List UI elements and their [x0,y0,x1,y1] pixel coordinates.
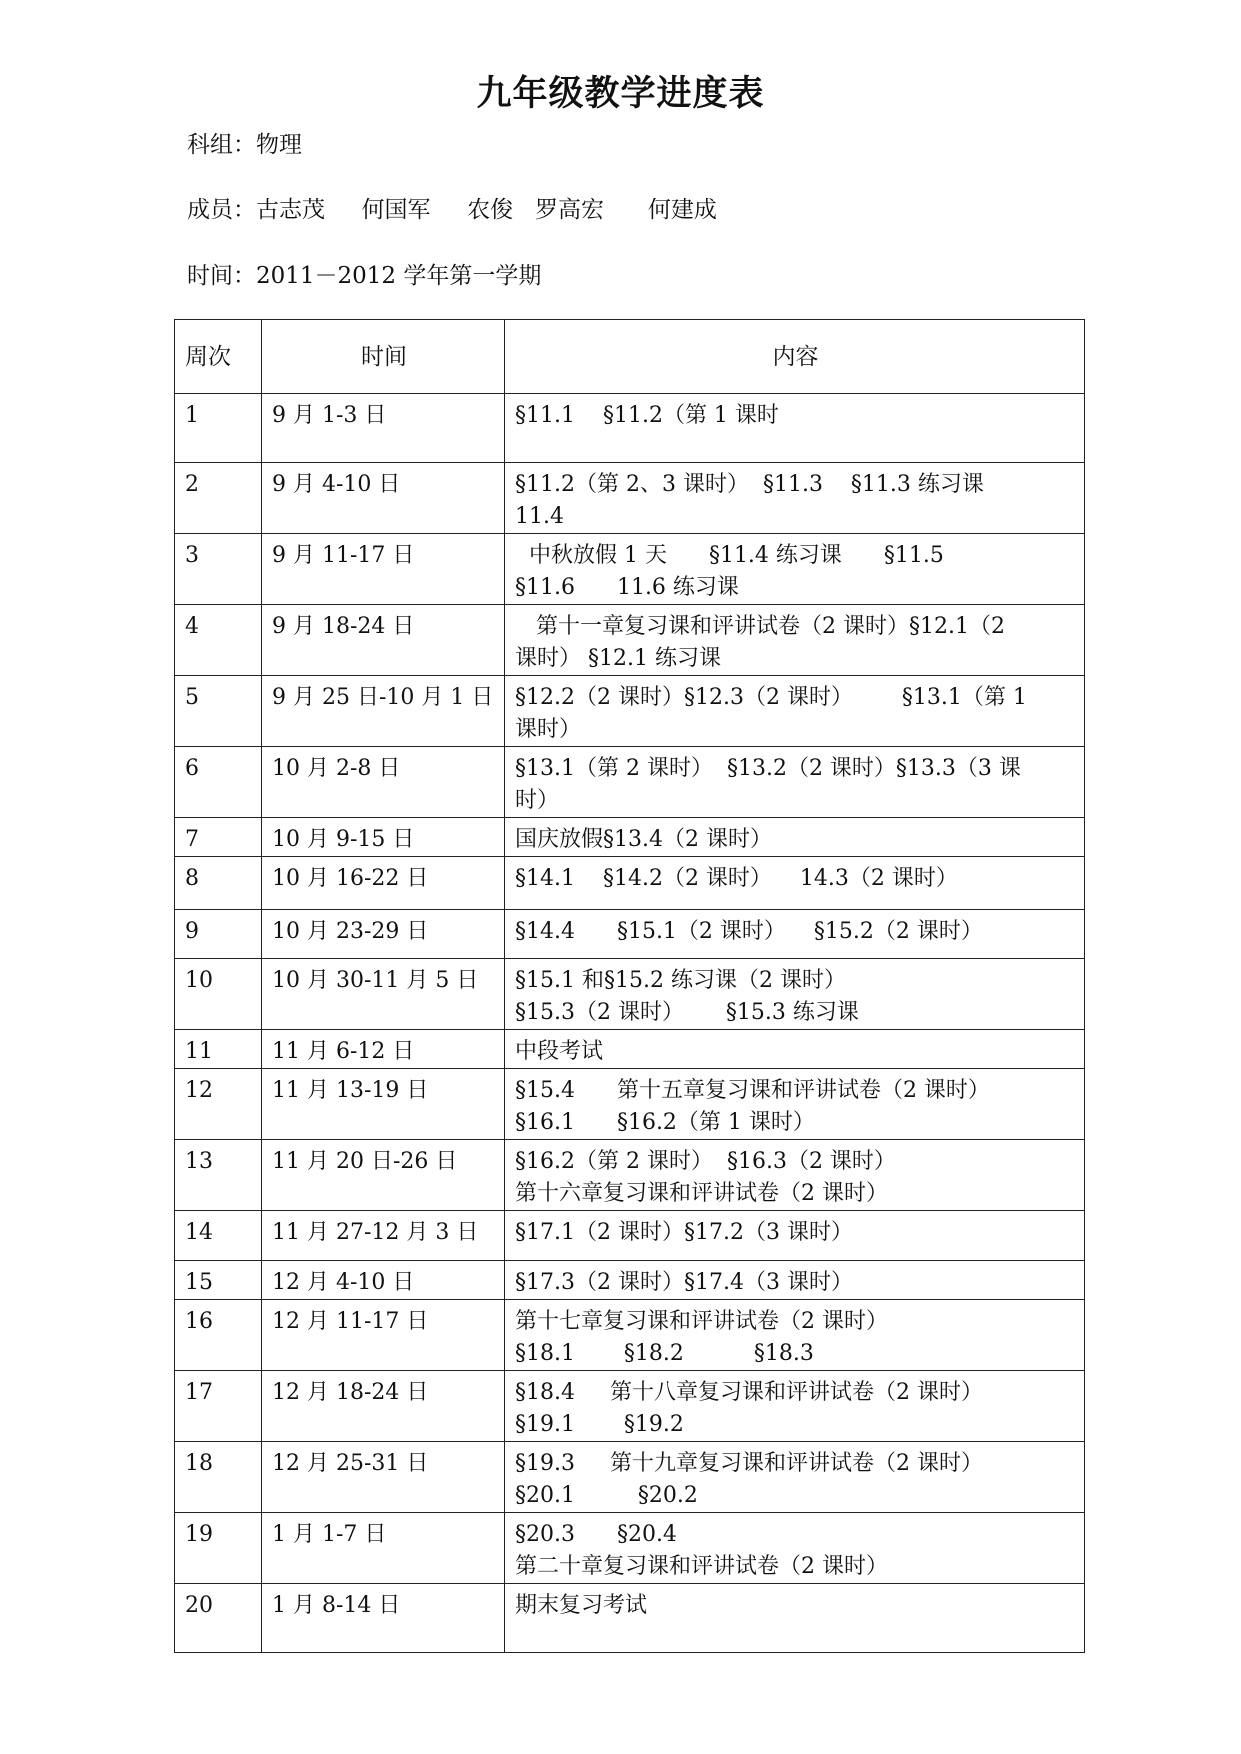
table-row [175,1030,1085,1069]
content-cell: §12.2（2 课时）§12.3（2 课时） §13.1（第 1 课时） [505,676,1085,747]
date-cell: 10 月 2-8 日 [262,747,505,818]
subject-line: 科组：物理 [187,132,302,158]
table-row [175,1069,1085,1140]
content-cell: §14.4 §15.1（2 课时） §15.2（2 课时） [505,910,1085,959]
week-cell: 16 [175,1300,262,1371]
schedule-body [175,394,1085,1653]
date-cell: 11 月 6-12 日 [262,1030,505,1069]
table-row [175,747,1085,818]
table-row [175,1513,1085,1584]
content-cell: §17.3（2 课时）§17.4（3 课时） [505,1261,1085,1300]
header-content: 内容 [505,320,1085,394]
content-cell: §16.2（第 2 课时） §16.3（2 课时） 第十六章复习课和评讲试卷（2 课时） [505,1140,1085,1211]
date-cell: 9 月 1-3 日 [262,394,505,463]
table-row [175,1584,1085,1653]
table-row [175,394,1085,463]
content-cell: §18.4 第十八章复习课和评讲试卷（2 课时） §19.1 §19.2 [505,1371,1085,1442]
table-row [175,1211,1085,1261]
date-cell: 11 月 27-12 月 3 日 [262,1211,505,1261]
table-row [175,1261,1085,1300]
content-cell: §17.1（2 课时）§17.2（3 课时） [505,1211,1085,1261]
table-row [175,1300,1085,1371]
content-cell: 国庆放假§13.4（2 课时） [505,818,1085,857]
table-row [175,463,1085,534]
date-cell: 12 月 18-24 日 [262,1371,505,1442]
date-cell: 10 月 23-29 日 [262,910,505,959]
table-row [175,910,1085,959]
date-cell: 10 月 9-15 日 [262,818,505,857]
week-cell: 2 [175,463,262,534]
content-cell: §11.2（第 2、3 课时） §11.3 §11.3 练习课 11.4 [505,463,1085,534]
content-cell: §11.1 §11.2（第 1 课时 [505,394,1085,463]
date-cell: 12 月 11-17 日 [262,1300,505,1371]
week-cell: 9 [175,910,262,959]
content-cell: 第十一章复习课和评讲试卷（2 课时）§12.1（2 课时） §12.1 练习课 [505,605,1085,676]
content-cell: 期末复习考试 [505,1584,1085,1653]
table-row [175,1442,1085,1513]
date-cell: 1 月 1-7 日 [262,1513,505,1584]
week-cell: 17 [175,1371,262,1442]
schedule-table [174,319,1085,1653]
week-cell: 18 [175,1442,262,1513]
week-cell: 14 [175,1211,262,1261]
date-cell: 9 月 25 日-10 月 1 日 [262,676,505,747]
week-cell: 5 [175,676,262,747]
week-cell: 6 [175,747,262,818]
table-row [175,534,1085,605]
week-cell: 13 [175,1140,262,1211]
date-cell: 1 月 8-14 日 [262,1584,505,1653]
week-cell: 3 [175,534,262,605]
content-cell: 中段考试 [505,1030,1085,1069]
header-date: 时间 [262,320,505,394]
week-cell: 7 [175,818,262,857]
content-cell: 中秋放假 1 天 §11.4 练习课 §11.5 §11.6 11.6 练习课 [505,534,1085,605]
table-row [175,605,1085,676]
table-row [175,1371,1085,1442]
date-cell: 12 月 25-31 日 [262,1442,505,1513]
date-cell: 11 月 20 日-26 日 [262,1140,505,1211]
content-cell: 第十七章复习课和评讲试卷（2 课时） §18.1 §18.2 §18.3 [505,1300,1085,1371]
week-cell: 20 [175,1584,262,1653]
content-cell: §19.3 第十九章复习课和评讲试卷（2 课时） §20.1 §20.2 [505,1442,1085,1513]
table-header-row [175,320,1085,394]
members-line: 成员：古志茂 何国军 农俊 罗高宏 何建成 [187,197,717,223]
content-cell: §14.1 §14.2（2 课时） 14.3（2 课时） [505,857,1085,910]
week-cell: 1 [175,394,262,463]
header-week: 周次 [175,320,262,394]
content-cell: §20.3 §20.4 第二十章复习课和评讲试卷（2 课时） [505,1513,1085,1584]
week-cell: 12 [175,1069,262,1140]
week-cell: 15 [175,1261,262,1300]
week-cell: 10 [175,959,262,1030]
period-line: 时间：2011－2012 学年第一学期 [187,263,542,289]
page-title: 九年级教学进度表 [476,73,765,114]
date-cell: 10 月 16-22 日 [262,857,505,910]
table-row [175,1140,1085,1211]
content-cell: §15.1 和§15.2 练习课（2 课时） §15.3（2 课时） §15.3 练习课 [505,959,1085,1030]
date-cell: 12 月 4-10 日 [262,1261,505,1300]
week-cell: 4 [175,605,262,676]
table-row [175,959,1085,1030]
table-row [175,818,1085,857]
date-cell: 9 月 18-24 日 [262,605,505,676]
table-row [175,857,1085,910]
content-cell: §15.4 第十五章复习课和评讲试卷（2 课时） §16.1 §16.2（第 1 课时） [505,1069,1085,1140]
date-cell: 9 月 4-10 日 [262,463,505,534]
week-cell: 11 [175,1030,262,1069]
content-cell: §13.1（第 2 课时） §13.2（2 课时）§13.3（3 课 时） [505,747,1085,818]
week-cell: 8 [175,857,262,910]
week-cell: 19 [175,1513,262,1584]
date-cell: 10 月 30-11 月 5 日 [262,959,505,1030]
table-row [175,676,1085,747]
date-cell: 9 月 11-17 日 [262,534,505,605]
date-cell: 11 月 13-19 日 [262,1069,505,1140]
